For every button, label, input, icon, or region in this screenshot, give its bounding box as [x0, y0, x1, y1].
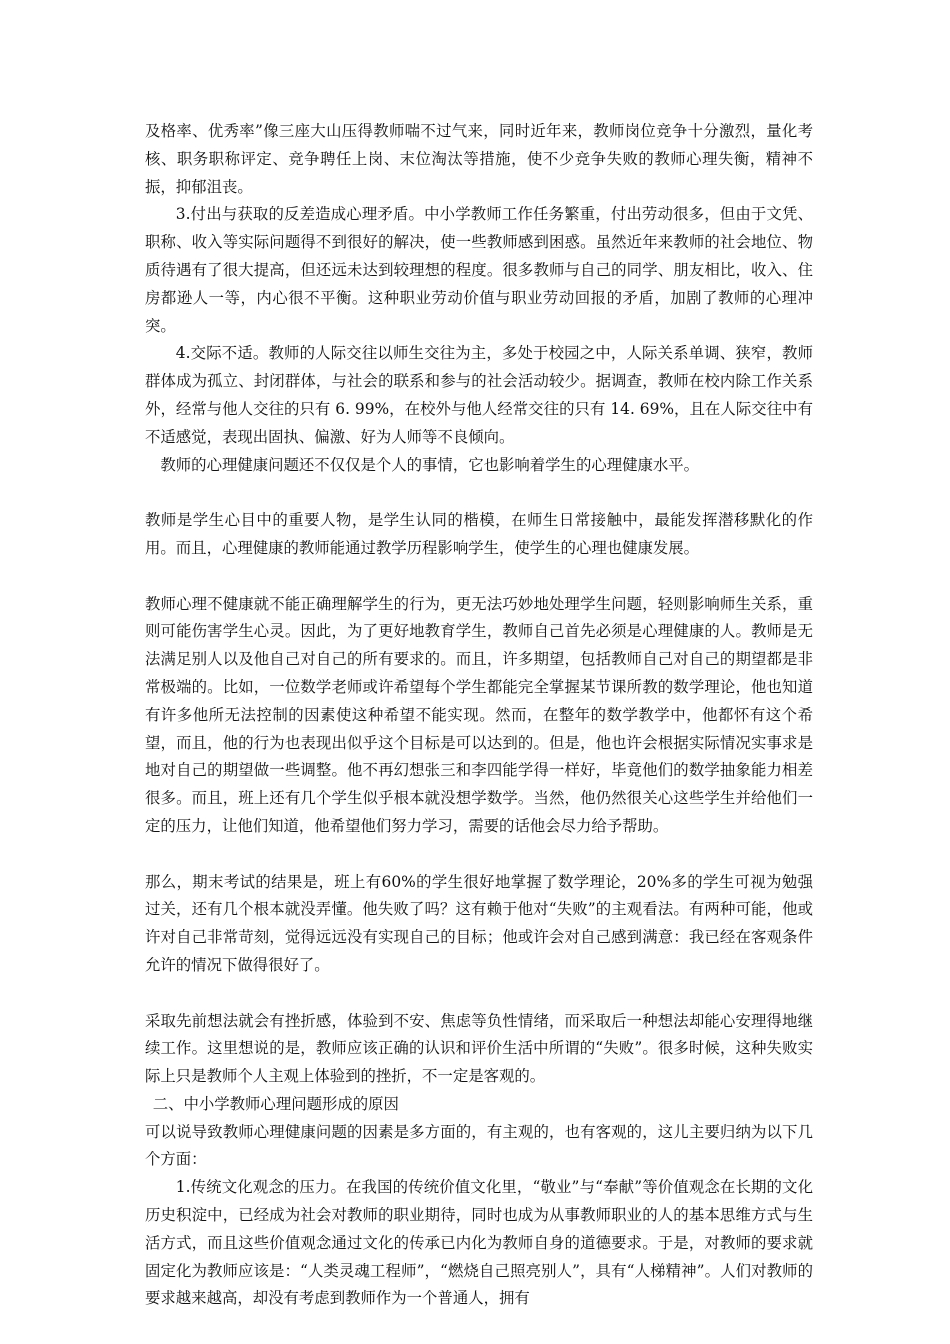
section-heading-causes: 二、中小学教师心理问题形成的原因 — [152, 1094, 399, 1113]
paragraph-failure-view: 采取先前想法就会有挫折感，体验到不安、焦虑等负性情绪，而采取后一种想法却能心安理得地继续工作。这里想说的是，教师应该正确的认识和评价生活中所谓的“失败”。很多时候，这种失败实际上只是教师个人主观上体验到的挫折，不一定是客观的。 — [145, 1011, 813, 1086]
paragraph-role-model: 教师是学生心目中的重要人物，是学生认同的楷模，在师生日常接触中，最能发挥潜移默化的作用。而且，心理健康的教师能通过教学历程影响学生，使学生的心理也健康发展。 — [145, 511, 813, 557]
paragraph-item-4: 4.交际不适。教师的人际交往以师生交往为主，多处于校园之中，人际关系单调、狭窄，教师群体成为孤立、封闭群体，与社会的联系和参与的社会活动较少。据调查，教师在校内除工作关系外，经常与他人交往的只有 6. 99%，在校外与他人经常交往的只有 14. 69%，且在人际交往中有不适感觉，表现出固执、偏激、好为人师等不良倾向。 — [145, 344, 813, 446]
paragraph-item-1: 1.传统文化观念的压力。在我国的传统价值文化里，“敬业”与“奉献”等价值观念在长期的文化历史积淀中，已经成为社会对教师的职业期待，同时也成为从事教师职业的人的基本思维方式与生活方式，而且这些价值观念通过文化的传承已内化为教师自身的道德要求。于是，对教师的要求就固定化为教师应该是：“人类灵魂工程师”，“燃烧自己照亮别人”，具有“人梯精神”。人们对教师的要求越来越高，却没有考虑到教师作为一个普通人，拥有 — [145, 1178, 813, 1308]
paragraph-item-3: 3.付出与获取的反差造成心理矛盾。中小学教师工作任务繁重，付出劳动很多，但由于文凭、职称、收入等实际问题得不到很好的解决，使一些教师感到困惑。虽然近年来教师的社会地位、物质待遇有了很大提高，但还远未达到较理想的程度。很多教师与自己的同学、朋友相比，收入、住房都逊人一等，内心很不平衡。这种职业劳动价值与职业劳动回报的矛盾，加剧了教师的心理冲突。 — [145, 205, 813, 335]
paragraph-math-teacher: 教师心理不健康就不能正确理解学生的行为，更无法巧妙地处理学生问题，轻则影响师生关系，重则可能伤害学生心灵。因此，为了更好地教育学生，教师自己首先必须是心理健康的人。教师是无法满足别人以及他自己对自己的所有要求的。而且，许多期望，包括教师自己对自己的期望都是非常极端的。比如，一位数学老师或许希望每个学生都能完全掌握某节课所教的数学理论，他也知道有许多他所无法控制的因素使这种希望不能实现。然而，在整年的数学教学中，他都怀有这个希望，而且，他的行为也表现出似乎这个目标是可以达到的。但是，他也许会根据实际情况实事求是地对自己的期望做一些调整。他不再幻想张三和李四能学得一样好，毕竟他们的数学抽象能力相差很多。而且，班上还有几个学生似乎根本就没想学数学。当然，他仍然很关心这些学生并给他们一定的压力，让他们知道，他希望他们努力学习，需要的话他会尽力给予帮助。 — [145, 594, 813, 835]
paragraph-causes-intro: 可以说导致教师心理健康问题的因素是多方面的，有主观的，也有客观的，这儿主要归纳为以下几个方面： — [145, 1122, 813, 1169]
paragraph-continuation: 及格率、优秀率”像三座大山压得教师喘不过气来，同时近年来，教师岗位竞争十分激烈，量化考核、职务职称评定、竞争聘任上岗、末位淘汰等措施，使不少竞争失败的教师心理失衡，精神不振，抑郁沮丧。 — [145, 122, 813, 196]
document-body — [145, 118, 813, 1313]
paragraph-student-impact: 教师的心理健康问题还不仅仅是个人的事情，它也影响着学生的心理健康水平。 — [160, 455, 700, 474]
paragraph-exam-result: 那么，期末考试的结果是，班上有60%的学生很好地掌握了数学理论，20%多的学生可视为勉强过关，还有几个根本就没弄懂。他失败了吗？这有赖于他对“失败”的主观看法。有两种可能，他或许对自己非常苛刻，觉得远远没有实现自己的目标；他或许会对自己感到满意：我已经在客观条件允许的情况下做得很好了。 — [145, 872, 813, 974]
